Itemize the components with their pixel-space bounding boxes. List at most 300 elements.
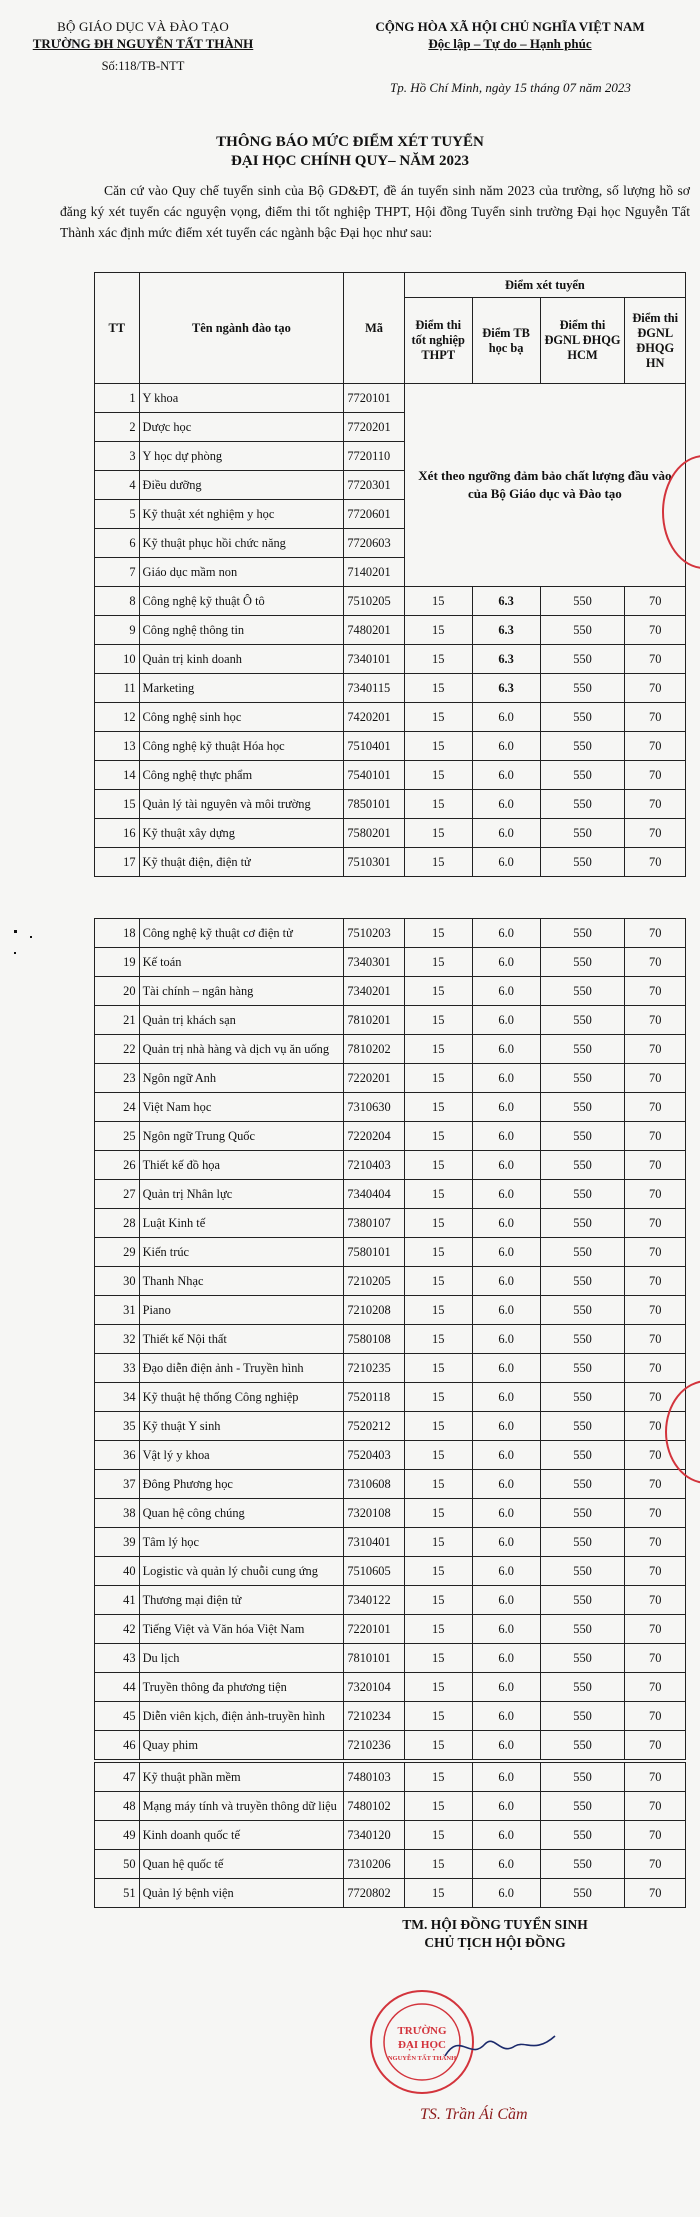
row-number: 24 xyxy=(95,1093,140,1122)
score-dgnl-hn: 70 xyxy=(625,1064,686,1093)
row-number: 16 xyxy=(95,819,140,848)
program-name: Quay phim xyxy=(139,1731,344,1760)
score-thpt: 15 xyxy=(404,1557,472,1586)
row-number: 10 xyxy=(95,645,140,674)
score-dgnl-hcm: 550 xyxy=(540,1615,625,1644)
issuer-block xyxy=(18,18,268,75)
score-dgnl-hn: 70 xyxy=(625,1093,686,1122)
score-hocba: 6.0 xyxy=(472,1586,540,1615)
table-row xyxy=(95,948,686,977)
program-code: 7340115 xyxy=(344,674,404,703)
program-name: Quản lý bệnh viện xyxy=(139,1879,344,1908)
score-dgnl-hcm: 550 xyxy=(540,703,625,732)
table-row xyxy=(95,1557,686,1586)
table-row xyxy=(95,1180,686,1209)
row-number: 8 xyxy=(95,587,140,616)
score-dgnl-hn: 70 xyxy=(625,761,686,790)
table-row xyxy=(95,790,686,819)
admission-table-part2 xyxy=(94,918,686,1760)
score-thpt: 15 xyxy=(404,1064,472,1093)
score-dgnl-hn: 70 xyxy=(625,948,686,977)
score-dgnl-hcm: 550 xyxy=(540,1763,625,1792)
program-name: Công nghệ kỹ thuật cơ điện tử xyxy=(139,919,344,948)
score-dgnl-hn: 70 xyxy=(625,1673,686,1702)
table-row xyxy=(95,1499,686,1528)
score-dgnl-hcm: 550 xyxy=(540,790,625,819)
row-number: 9 xyxy=(95,616,140,645)
row-number: 26 xyxy=(95,1151,140,1180)
program-code: 7720601 xyxy=(344,500,404,529)
score-dgnl-hcm: 550 xyxy=(540,1238,625,1267)
score-dgnl-hn: 70 xyxy=(625,1383,686,1412)
score-dgnl-hn: 70 xyxy=(625,1499,686,1528)
seal-text-2: ĐẠI HỌC xyxy=(398,2039,446,2051)
score-dgnl-hcm: 550 xyxy=(540,1586,625,1615)
score-dgnl-hcm: 550 xyxy=(540,1499,625,1528)
program-code: 7580108 xyxy=(344,1325,404,1354)
table-row xyxy=(95,732,686,761)
program-code: 7320108 xyxy=(344,1499,404,1528)
program-name: Việt Nam học xyxy=(139,1093,344,1122)
program-code: 7720110 xyxy=(344,442,404,471)
score-dgnl-hcm: 550 xyxy=(540,1035,625,1064)
program-code: 7340122 xyxy=(344,1586,404,1615)
score-dgnl-hn: 70 xyxy=(625,1586,686,1615)
table-row xyxy=(95,645,686,674)
score-thpt: 15 xyxy=(404,1209,472,1238)
program-code: 7220101 xyxy=(344,1615,404,1644)
score-thpt: 15 xyxy=(404,1470,472,1499)
score-dgnl-hcm: 550 xyxy=(540,1441,625,1470)
row-number: 18 xyxy=(95,919,140,948)
score-hocba: 6.0 xyxy=(472,1879,540,1908)
header-score-group: Điểm xét tuyển xyxy=(404,273,685,298)
row-number: 51 xyxy=(95,1879,140,1908)
score-thpt: 15 xyxy=(404,616,472,645)
score-thpt: 15 xyxy=(404,790,472,819)
score-dgnl-hn: 70 xyxy=(625,1412,686,1441)
row-number: 32 xyxy=(95,1325,140,1354)
national-motto: Độc lập – Tự do – Hạnh phúc xyxy=(428,36,592,51)
program-code: 7720603 xyxy=(344,529,404,558)
row-number: 43 xyxy=(95,1644,140,1673)
table-row xyxy=(95,1064,686,1093)
row-number: 29 xyxy=(95,1238,140,1267)
score-thpt: 15 xyxy=(404,703,472,732)
table-row xyxy=(95,1267,686,1296)
score-dgnl-hn: 70 xyxy=(625,1441,686,1470)
score-dgnl-hcm: 550 xyxy=(540,1325,625,1354)
score-dgnl-hn: 70 xyxy=(625,1702,686,1731)
program-code: 7210236 xyxy=(344,1731,404,1760)
row-number: 30 xyxy=(95,1267,140,1296)
row-number: 7 xyxy=(95,558,140,587)
program-code: 7510205 xyxy=(344,587,404,616)
program-name: Công nghệ sinh học xyxy=(139,703,344,732)
table-row xyxy=(95,1586,686,1615)
program-code: 7480103 xyxy=(344,1763,404,1792)
score-thpt: 15 xyxy=(404,1499,472,1528)
score-dgnl-hcm: 550 xyxy=(540,1412,625,1441)
program-name: Kiến trúc xyxy=(139,1238,344,1267)
program-code: 7380107 xyxy=(344,1209,404,1238)
program-code: 7220201 xyxy=(344,1064,404,1093)
program-code: 7210208 xyxy=(344,1296,404,1325)
program-name: Logistic và quản lý chuỗi cung ứng xyxy=(139,1557,344,1586)
program-name: Kỹ thuật điện, điện tử xyxy=(139,848,344,877)
score-dgnl-hcm: 550 xyxy=(540,761,625,790)
program-name: Vật lý y khoa xyxy=(139,1441,344,1470)
score-dgnl-hn: 70 xyxy=(625,1122,686,1151)
score-hocba: 6.0 xyxy=(472,919,540,948)
table-row xyxy=(95,1296,686,1325)
score-hocba: 6.0 xyxy=(472,703,540,732)
table-row xyxy=(95,1792,686,1821)
score-thpt: 15 xyxy=(404,1879,472,1908)
score-dgnl-hcm: 550 xyxy=(540,645,625,674)
margin-mark xyxy=(14,930,17,933)
row-number: 39 xyxy=(95,1528,140,1557)
score-dgnl-hn: 70 xyxy=(625,1731,686,1760)
program-code: 7340201 xyxy=(344,977,404,1006)
program-name: Ngôn ngữ Anh xyxy=(139,1064,344,1093)
program-name: Dược học xyxy=(139,413,344,442)
score-dgnl-hcm: 550 xyxy=(540,674,625,703)
row-number: 15 xyxy=(95,790,140,819)
margin-mark xyxy=(14,952,16,954)
signer-name: TS. Trần Ái Cầm xyxy=(420,2106,528,2123)
program-name: Công nghệ thực phẩm xyxy=(139,761,344,790)
signature-scribble xyxy=(440,2026,560,2066)
score-hocba: 6.0 xyxy=(472,1557,540,1586)
program-name: Mạng máy tính và truyền thông dữ liệu xyxy=(139,1792,344,1821)
program-name: Quản trị Nhân lực xyxy=(139,1180,344,1209)
program-code: 7720802 xyxy=(344,1879,404,1908)
program-name: Kế toán xyxy=(139,948,344,977)
program-code: 7510401 xyxy=(344,732,404,761)
score-dgnl-hcm: 550 xyxy=(540,1151,625,1180)
score-dgnl-hcm: 550 xyxy=(540,1209,625,1238)
header-dgnl-hn: Điểm thi ĐGNL ĐHQG HN xyxy=(625,298,686,384)
score-dgnl-hn: 70 xyxy=(625,977,686,1006)
table-row xyxy=(95,919,686,948)
score-thpt: 15 xyxy=(404,1354,472,1383)
table-row xyxy=(95,977,686,1006)
score-hocba: 6.0 xyxy=(472,1850,540,1879)
signature-title-line1: TM. HỘI ĐỒNG TUYỂN SINH xyxy=(402,1917,588,1932)
row-number: 28 xyxy=(95,1209,140,1238)
score-hocba: 6.0 xyxy=(472,1499,540,1528)
row-number: 14 xyxy=(95,761,140,790)
program-code: 7480102 xyxy=(344,1792,404,1821)
score-dgnl-hn: 70 xyxy=(625,1644,686,1673)
row-number: 3 xyxy=(95,442,140,471)
program-code: 7510605 xyxy=(344,1557,404,1586)
program-name: Kỹ thuật hệ thống Công nghiệp xyxy=(139,1383,344,1412)
program-name: Điều dưỡng xyxy=(139,471,344,500)
row-number: 44 xyxy=(95,1673,140,1702)
score-thpt: 15 xyxy=(404,1763,472,1792)
score-thpt: 15 xyxy=(404,919,472,948)
program-code: 7720301 xyxy=(344,471,404,500)
admission-table-part1 xyxy=(94,272,686,877)
header-dgnl-hcm: Điểm thi ĐGNL ĐHQG HCM xyxy=(540,298,625,384)
score-thpt: 15 xyxy=(404,1441,472,1470)
score-dgnl-hcm: 550 xyxy=(540,1180,625,1209)
row-number: 19 xyxy=(95,948,140,977)
program-name: Kỹ thuật phần mềm xyxy=(139,1763,344,1792)
score-dgnl-hcm: 550 xyxy=(540,1006,625,1035)
program-code: 7340101 xyxy=(344,645,404,674)
score-thpt: 15 xyxy=(404,1586,472,1615)
admission-table-part3 xyxy=(94,1762,686,1908)
program-code: 7580201 xyxy=(344,819,404,848)
program-code: 7420201 xyxy=(344,703,404,732)
row-number: 31 xyxy=(95,1296,140,1325)
program-name: Kỹ thuật phục hồi chức năng xyxy=(139,529,344,558)
score-hocba: 6.3 xyxy=(472,674,540,703)
document-number: Số:118/TB-NTT xyxy=(101,59,185,73)
row-number: 35 xyxy=(95,1412,140,1441)
program-code: 7340120 xyxy=(344,1821,404,1850)
program-name: Kỹ thuật Y sinh xyxy=(139,1412,344,1441)
header-code: Mã xyxy=(344,273,404,384)
score-hocba: 6.0 xyxy=(472,1325,540,1354)
score-dgnl-hcm: 550 xyxy=(540,977,625,1006)
row-number: 22 xyxy=(95,1035,140,1064)
program-code: 7210234 xyxy=(344,1702,404,1731)
score-hocba: 6.0 xyxy=(472,1644,540,1673)
score-thpt: 15 xyxy=(404,732,472,761)
program-code: 7540101 xyxy=(344,761,404,790)
program-name: Quản lý tài nguyên và môi trường xyxy=(139,790,344,819)
program-name: Y học dự phòng xyxy=(139,442,344,471)
score-thpt: 15 xyxy=(404,645,472,674)
intro-text: Căn cứ vào Quy chế tuyển sinh của Bộ GD&ĐT, đề án tuyển sinh năm 2023 của trường, số lượng hồ sơ đăng ký xét tuyển các nguyện vọng, điểm thi tốt nghiệp THPT, Hội đồng Tuyển sinh trường Đại học Nguyễn Tất Thành xác định mức điểm xét tuyển các ngành bậc Đại học như sau: xyxy=(60,183,690,240)
program-code: 7720201 xyxy=(344,413,404,442)
table-row xyxy=(95,1209,686,1238)
table-row xyxy=(95,674,686,703)
score-dgnl-hn: 70 xyxy=(625,674,686,703)
score-dgnl-hcm: 550 xyxy=(540,1383,625,1412)
score-dgnl-hcm: 550 xyxy=(540,1879,625,1908)
score-dgnl-hn: 70 xyxy=(625,645,686,674)
program-name: Thiết kế đồ họa xyxy=(139,1151,344,1180)
program-name: Kinh doanh quốc tế xyxy=(139,1821,344,1850)
header-tt: TT xyxy=(95,273,140,384)
score-hocba: 6.0 xyxy=(472,1702,540,1731)
header-hocba: Điểm TB học bạ xyxy=(472,298,540,384)
score-hocba: 6.0 xyxy=(472,1615,540,1644)
score-dgnl-hn: 70 xyxy=(625,1151,686,1180)
university-name: TRƯỜNG ĐH NGUYỄN TẤT THÀNH xyxy=(32,36,254,51)
score-dgnl-hcm: 550 xyxy=(540,1850,625,1879)
program-code: 7310630 xyxy=(344,1093,404,1122)
score-thpt: 15 xyxy=(404,819,472,848)
score-dgnl-hn: 70 xyxy=(625,919,686,948)
row-number: 42 xyxy=(95,1615,140,1644)
row-number: 4 xyxy=(95,471,140,500)
table-row xyxy=(95,1238,686,1267)
score-thpt: 15 xyxy=(404,1702,472,1731)
table-row xyxy=(95,1325,686,1354)
table-row xyxy=(95,587,686,616)
table-row xyxy=(95,761,686,790)
score-thpt: 15 xyxy=(404,1850,472,1879)
program-name: Tâm lý học xyxy=(139,1528,344,1557)
program-code: 7520403 xyxy=(344,1441,404,1470)
score-hocba: 6.3 xyxy=(472,616,540,645)
program-code: 7310401 xyxy=(344,1528,404,1557)
score-hocba: 6.0 xyxy=(472,1528,540,1557)
score-dgnl-hcm: 550 xyxy=(540,1702,625,1731)
score-thpt: 15 xyxy=(404,948,472,977)
table-row xyxy=(95,848,686,877)
table-row xyxy=(95,1850,686,1879)
score-thpt: 15 xyxy=(404,848,472,877)
program-name: Quan hệ công chúng xyxy=(139,1499,344,1528)
score-hocba: 6.0 xyxy=(472,1151,540,1180)
score-dgnl-hcm: 550 xyxy=(540,948,625,977)
score-thpt: 15 xyxy=(404,1615,472,1644)
program-name: Truyền thông đa phương tiện xyxy=(139,1673,344,1702)
program-name: Quản trị nhà hàng và dịch vụ ăn uống xyxy=(139,1035,344,1064)
program-code: 7140201 xyxy=(344,558,404,587)
score-hocba: 6.0 xyxy=(472,1296,540,1325)
score-dgnl-hn: 70 xyxy=(625,1354,686,1383)
score-hocba: 6.0 xyxy=(472,1763,540,1792)
score-hocba: 6.0 xyxy=(472,819,540,848)
table-row xyxy=(95,616,686,645)
score-thpt: 15 xyxy=(404,1731,472,1760)
row-number: 23 xyxy=(95,1064,140,1093)
score-dgnl-hn: 70 xyxy=(625,732,686,761)
program-code: 7850101 xyxy=(344,790,404,819)
score-thpt: 15 xyxy=(404,1093,472,1122)
score-dgnl-hn: 70 xyxy=(625,587,686,616)
row-number: 5 xyxy=(95,500,140,529)
program-name: Quản trị kinh doanh xyxy=(139,645,344,674)
program-code: 7720101 xyxy=(344,384,404,413)
score-dgnl-hn: 70 xyxy=(625,1267,686,1296)
score-thpt: 15 xyxy=(404,761,472,790)
score-thpt: 15 xyxy=(404,1180,472,1209)
row-number: 6 xyxy=(95,529,140,558)
score-hocba: 6.0 xyxy=(472,1731,540,1760)
program-name: Quan hệ quốc tế xyxy=(139,1850,344,1879)
program-name: Thương mại điện tử xyxy=(139,1586,344,1615)
row-number: 40 xyxy=(95,1557,140,1586)
score-dgnl-hn: 70 xyxy=(625,1821,686,1850)
program-name: Đạo diễn điện ảnh - Truyền hình xyxy=(139,1354,344,1383)
score-dgnl-hn: 70 xyxy=(625,819,686,848)
score-thpt: 15 xyxy=(404,1151,472,1180)
score-hocba: 6.0 xyxy=(472,1093,540,1122)
program-name: Thiết kế Nội thất xyxy=(139,1325,344,1354)
table-row xyxy=(95,1006,686,1035)
program-code: 7310206 xyxy=(344,1850,404,1879)
score-dgnl-hn: 70 xyxy=(625,1528,686,1557)
program-code: 7210403 xyxy=(344,1151,404,1180)
score-thpt: 15 xyxy=(404,977,472,1006)
score-dgnl-hcm: 550 xyxy=(540,1792,625,1821)
row-number: 1 xyxy=(95,384,140,413)
score-dgnl-hcm: 550 xyxy=(540,1267,625,1296)
score-dgnl-hcm: 550 xyxy=(540,587,625,616)
score-hocba: 6.0 xyxy=(472,732,540,761)
score-dgnl-hn: 70 xyxy=(625,1209,686,1238)
score-thpt: 15 xyxy=(404,1821,472,1850)
table-row xyxy=(95,1093,686,1122)
program-code: 7810202 xyxy=(344,1035,404,1064)
row-number: 17 xyxy=(95,848,140,877)
row-number: 13 xyxy=(95,732,140,761)
table-row xyxy=(95,1731,686,1760)
program-code: 7340301 xyxy=(344,948,404,977)
row-number: 27 xyxy=(95,1180,140,1209)
intro-paragraph xyxy=(60,180,690,243)
program-code: 7520212 xyxy=(344,1412,404,1441)
program-name: Y khoa xyxy=(139,384,344,413)
score-thpt: 15 xyxy=(404,1296,472,1325)
score-dgnl-hn: 70 xyxy=(625,790,686,819)
score-dgnl-hn: 70 xyxy=(625,1006,686,1035)
table-row xyxy=(95,1528,686,1557)
score-thpt: 15 xyxy=(404,1267,472,1296)
seal-text-3: NGUYỄN TẤT THÀNH xyxy=(387,2055,457,2062)
program-code: 7510203 xyxy=(344,919,404,948)
program-code: 7510301 xyxy=(344,848,404,877)
program-name: Thanh Nhạc xyxy=(139,1267,344,1296)
score-dgnl-hn: 70 xyxy=(625,1879,686,1908)
score-hocba: 6.0 xyxy=(472,761,540,790)
score-dgnl-hn: 70 xyxy=(625,616,686,645)
table-row xyxy=(95,1702,686,1731)
score-thpt: 15 xyxy=(404,1006,472,1035)
score-dgnl-hcm: 550 xyxy=(540,1354,625,1383)
row-number: 49 xyxy=(95,1821,140,1850)
program-code: 7340404 xyxy=(344,1180,404,1209)
score-hocba: 6.0 xyxy=(472,1821,540,1850)
score-thpt: 15 xyxy=(404,1325,472,1354)
score-dgnl-hn: 70 xyxy=(625,703,686,732)
header-program-name: Tên ngành đào tạo xyxy=(139,273,344,384)
score-dgnl-hcm: 550 xyxy=(540,1673,625,1702)
score-hocba: 6.0 xyxy=(472,1354,540,1383)
score-dgnl-hn: 70 xyxy=(625,1615,686,1644)
row-number: 48 xyxy=(95,1792,140,1821)
threshold-note: Xét theo ngưỡng đảm bảo chất lượng đầu vào của Bộ Giáo dục và Đào tạo xyxy=(404,384,685,587)
doc-title-line1: THÔNG BÁO MỨC ĐIỂM XÉT TUYỂN xyxy=(216,134,484,150)
row-number: 12 xyxy=(95,703,140,732)
program-code: 7320104 xyxy=(344,1673,404,1702)
program-name: Quản trị khách sạn xyxy=(139,1006,344,1035)
program-name: Công nghệ kỹ thuật Ô tô xyxy=(139,587,344,616)
score-dgnl-hcm: 550 xyxy=(540,1064,625,1093)
score-thpt: 15 xyxy=(404,1238,472,1267)
program-name: Giáo dục mầm non xyxy=(139,558,344,587)
score-dgnl-hn: 70 xyxy=(625,1763,686,1792)
program-code: 7210235 xyxy=(344,1354,404,1383)
score-hocba: 6.0 xyxy=(472,1792,540,1821)
score-dgnl-hcm: 550 xyxy=(540,1470,625,1499)
score-thpt: 15 xyxy=(404,674,472,703)
program-name: Tiếng Việt và Văn hóa Việt Nam xyxy=(139,1615,344,1644)
table-row xyxy=(95,1615,686,1644)
program-code: 7310608 xyxy=(344,1470,404,1499)
header-thpt: Điểm thi tốt nghiệp THPT xyxy=(404,298,472,384)
signature-title-line2: CHỦ TỊCH HỘI ĐỒNG xyxy=(424,1935,566,1950)
